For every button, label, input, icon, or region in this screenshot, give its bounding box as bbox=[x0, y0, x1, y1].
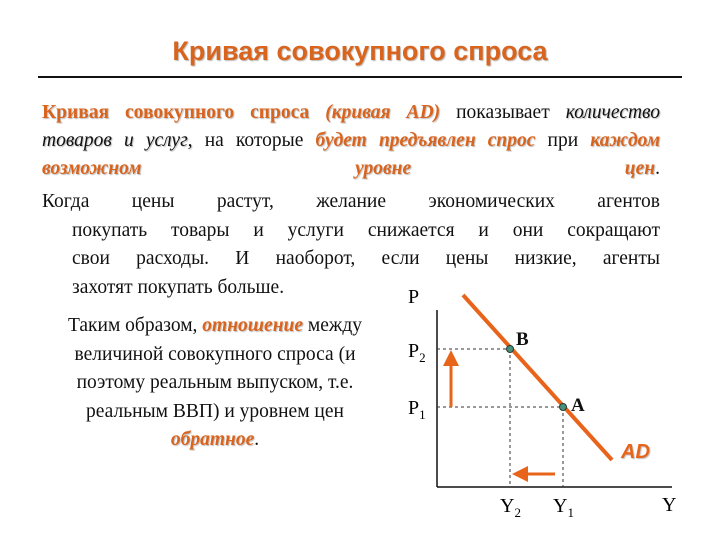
conclusion-text-3: . bbox=[254, 429, 260, 450]
y2-subscript: 2 bbox=[514, 505, 521, 520]
p1-letter: P bbox=[408, 397, 420, 419]
definition-text-2: на которые bbox=[204, 130, 304, 151]
conclusion-text-2: между величиной совокупного спроса (и поэтому реальным выпуском, т.е. реальным ВВП) и уровнем цен bbox=[74, 315, 363, 422]
point-a-marker bbox=[560, 404, 567, 411]
p1-label bbox=[408, 397, 426, 422]
point-b-marker bbox=[507, 346, 514, 353]
definition-term-paren: (кривая AD) bbox=[325, 102, 441, 123]
definition-text-1: показывает bbox=[456, 102, 550, 123]
slide-title: Кривая совокупного спроса bbox=[172, 36, 548, 66]
p2-label bbox=[408, 340, 426, 365]
point-b-label: B bbox=[516, 329, 529, 350]
x-axis-label: Y bbox=[662, 494, 677, 516]
output-arrow-head bbox=[512, 466, 528, 482]
p2-subscript: 2 bbox=[419, 350, 426, 365]
conclusion-orange-2: обратное bbox=[170, 429, 255, 450]
explanation-line-4: захотят покупать больше. bbox=[72, 276, 285, 298]
conclusion-text-1: Таким образом, bbox=[67, 315, 198, 336]
y2-label bbox=[500, 495, 521, 520]
definition-orange-2: каждом возможном уровне цен bbox=[42, 130, 661, 179]
y1-letter: Y bbox=[553, 495, 568, 517]
p2-letter: P bbox=[408, 340, 420, 362]
definition-orange-1: будет предъявлен спрос bbox=[315, 130, 536, 151]
explanation-line-2: покупать товары и услуги снижается и они сокращают bbox=[72, 219, 660, 241]
y1-label bbox=[553, 495, 574, 520]
definition-text-3: при bbox=[547, 130, 579, 151]
y2-letter: Y bbox=[500, 495, 515, 517]
explanation-line-3: свои расходы. И наоборот, если цены низкие, агенты bbox=[72, 248, 660, 269]
explanation-line-1: Когда цены растут, желание экономических агентов bbox=[42, 191, 660, 212]
definition-term: Кривая совокупного спроса bbox=[42, 102, 310, 123]
point-a-label: A bbox=[571, 395, 585, 416]
definition-text-4: . bbox=[655, 158, 660, 179]
y1-subscript: 1 bbox=[567, 505, 574, 520]
ad-curve-label: AD bbox=[621, 441, 650, 463]
ad-curve bbox=[463, 295, 612, 460]
definition-italic-1: количество товаров и услуг, bbox=[42, 102, 661, 151]
p1-subscript: 1 bbox=[419, 407, 426, 422]
conclusion-orange-1: отношение bbox=[202, 315, 304, 336]
price-arrow-head bbox=[443, 350, 459, 366]
y-axis-label: P bbox=[408, 286, 420, 308]
